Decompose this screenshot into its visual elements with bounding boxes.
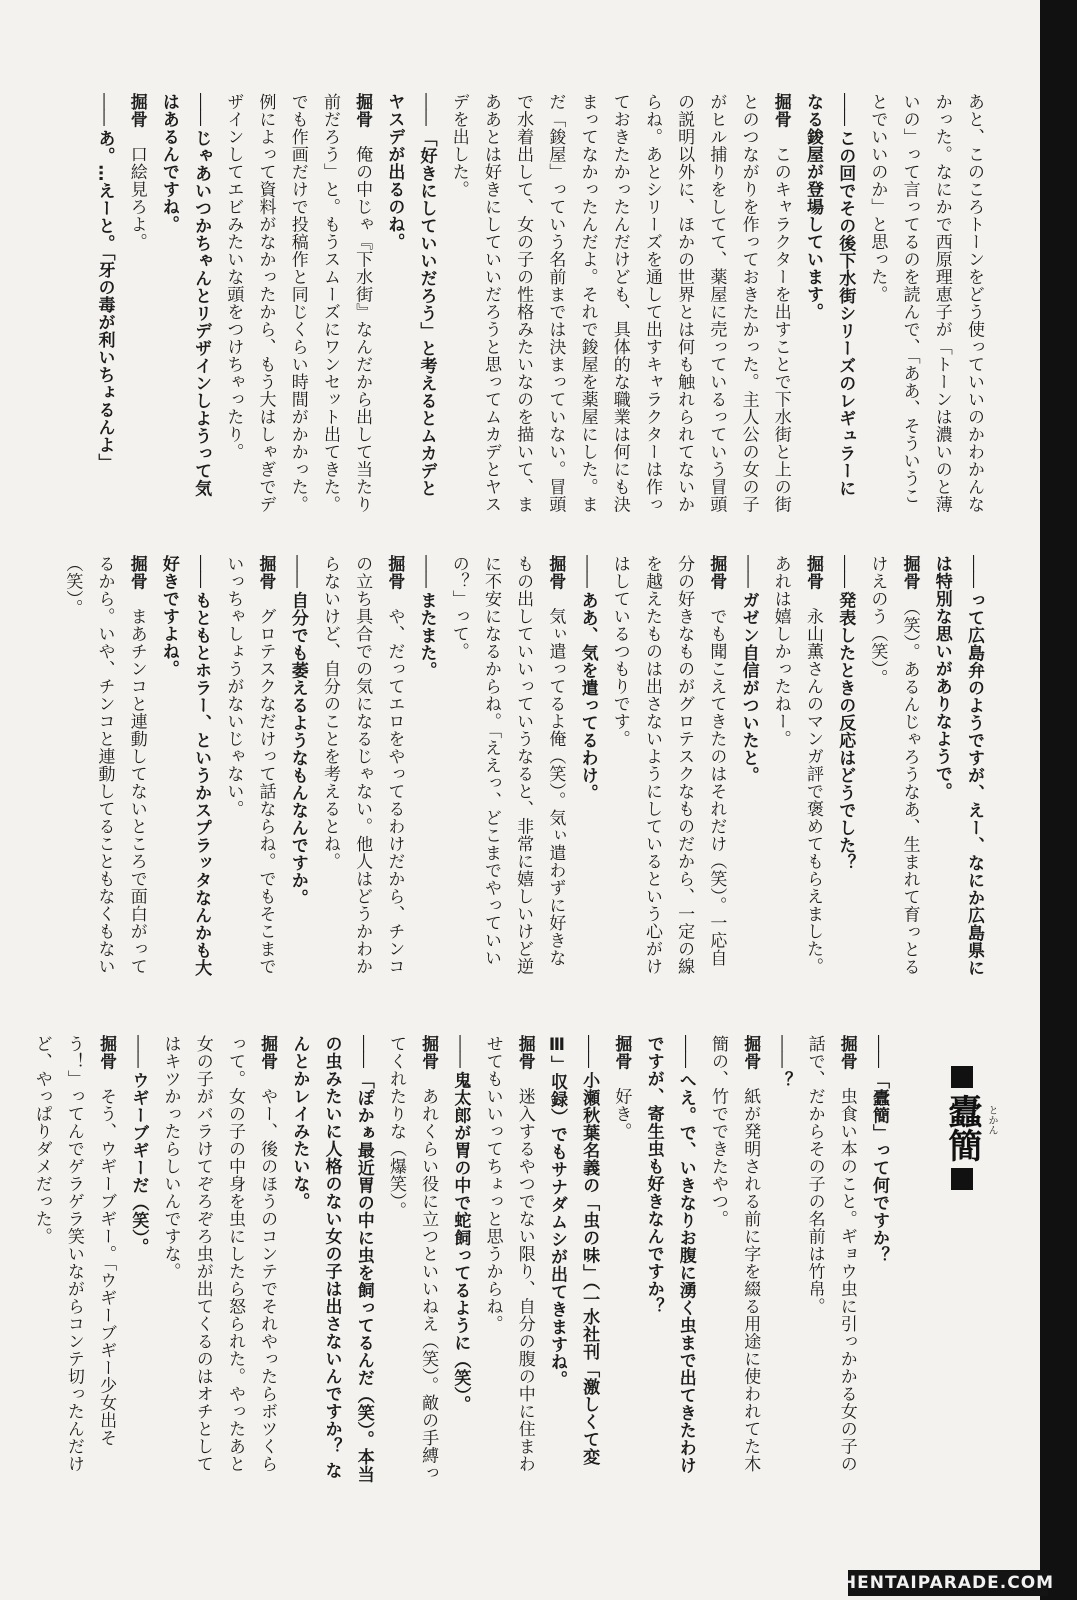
interview-question (926, 555, 990, 980)
question-text: 発表したときの反応はどうでした？ (835, 591, 856, 872)
speaker-name: 掘骨 (611, 1035, 632, 1070)
question-text: 小瀬秋葉名義の「虫の味」（一水社刊「激しくて変Ⅲ」収録）でもサナダムシが出てきますね。 (546, 1035, 600, 1466)
interview-question (153, 555, 217, 980)
question-text: 「ぽかぁ最近胃の中に虫を飼ってるんだ（笑）。本当の虫みたいに人格のない女の子は出さないんですか？ なんとかレイみたいな。 (289, 1035, 374, 1483)
question-dash: ―― (675, 1035, 696, 1072)
question-dash: ―― (835, 555, 856, 592)
interview-question (571, 555, 603, 980)
question-dash: ―― (191, 555, 212, 592)
speaker-name: 掘骨 (352, 93, 373, 128)
interview-question (637, 1035, 701, 1485)
interview-answer (380, 1035, 444, 1485)
interview-answer (861, 555, 925, 980)
answer-text: そう、ウギーブギー。「ウギーブギー少女出そう！」ってんでゲラゲラ笑いながらコンテ切ったんだけど、やっぱりダメだった。 (31, 1035, 117, 1473)
answer-continuation: あと、このころトーンをどう使っていいのかわかんなかった。なにかで西原理恵子が「トーンは濃いのと薄いの」って言ってるのを読んで、「ああ、そういうことでいいのか」と思った。 (867, 93, 984, 513)
interview-answer (217, 555, 281, 980)
question-dash: ―― (577, 555, 598, 592)
speaker-name: 掘骨 (836, 1035, 857, 1070)
answer-text: あれくらい役に立つといいねえ（笑）。敵の手縛ってくれたりな（爆笑）。 (385, 1035, 439, 1482)
speaker-name: 掘骨 (706, 555, 727, 590)
question-text: あ。…えーと。「牙の毒が利いちょるんよ」 (94, 129, 115, 471)
question-text: じゃあいつかちゃんとリデザインしようって気はあるんですね。 (158, 93, 212, 497)
speaker-name: 掘骨 (96, 1035, 117, 1070)
answer-text: 俺の中じゃ『下水街』なんだから出して当たり前だろう」と。もうスムーズにワンセット出てきた。でも作画だけで投稿作と同じくらい時間がかかった。例によって資料がなかったから、もう大はしゃぎでデザインしてエビみたいな頭をつけちゃったり。 (223, 93, 373, 513)
column-tier-bottom (31, 1035, 895, 1485)
interview-answer (604, 555, 733, 980)
question-text: ガゼン自信がついたと。 (738, 591, 759, 784)
question-dash: ―― (869, 1035, 889, 1072)
interview-answer (798, 1035, 862, 1485)
question-dash: ―― (450, 1035, 471, 1072)
interview-answer (217, 93, 378, 513)
speaker-name: 掘骨 (255, 555, 276, 590)
section-heading (938, 1060, 987, 1196)
interview-answer (476, 1035, 540, 1485)
answer-text: 気ぃ遣ってるよ俺（笑）。気ぃ遣わずに好きなもの出していいっていうなると、非常に嬉しいけど逆に不安になるからね。「ええっ、どこまでやっていいの？」って。 (448, 555, 566, 975)
interview-question (829, 555, 861, 980)
interview-answer (765, 555, 829, 980)
question-dash: ―― (835, 93, 856, 130)
question-dash: ―― (416, 93, 437, 130)
answer-text: 迷入するやつでない限り、自分の腹の中に住まわせてもいいってちょっと思うからね。 (482, 1035, 535, 1473)
answer-text: 紙が発明される前に字を綴る用途に使われてた木簡の、竹でできたやつ。 (707, 1035, 761, 1473)
interview-answer (121, 93, 153, 513)
question-text: この回でその後下水街シリーズのレギュラーになる鋑屋が登場しています。 (802, 93, 856, 497)
question-dash: ―― (738, 555, 759, 592)
interview-question (541, 1035, 605, 1485)
black-square-icon (951, 1168, 973, 1190)
interview-answer (443, 555, 572, 980)
answer-text: （笑）。あるんじゃろうなあ、生まれて育っとるけえのう（笑）。 (867, 555, 920, 976)
interview-answer (605, 1035, 637, 1485)
question-text: へえ。で、いきなりお腹に湧く虫まで出てきたわけですが、寄生虫も好きなんですか？ (643, 1035, 696, 1474)
question-text: って広島弁のようですが、えー、なにか広島県には特別な思いがありなようで。 (931, 555, 984, 977)
column-tier-middle (62, 555, 990, 980)
speaker-name: 掘骨 (899, 555, 920, 590)
interview-question (122, 1035, 154, 1485)
watermark-logo: HENTAIPARADE.COM (848, 1570, 1048, 1596)
question-text: ？ (772, 1071, 793, 1089)
interview-question (797, 93, 861, 513)
question-dash: ―― (287, 555, 308, 592)
question-dash: ―― (579, 1035, 600, 1072)
interview-question (766, 1035, 798, 1485)
speaker-name: 掘骨 (126, 93, 147, 128)
interview-question (153, 93, 217, 513)
interview-question (282, 555, 314, 980)
interview-answer (56, 555, 153, 980)
interview-answer (702, 1035, 766, 1485)
section-title: 蠹簡 (942, 1094, 982, 1162)
question-text: 自分でも萎えるようなもんなんですか。 (287, 591, 308, 907)
question-text: 「好きにしていいだろう」と考えるとムカデとヤスデが出るのね。 (384, 93, 437, 497)
speaker-name: 掘骨 (514, 1035, 535, 1070)
question-text: もともとホラー、というかスプラッタなんかも大好きですよね。 (158, 555, 212, 977)
page-edge (1040, 0, 1077, 1600)
question-text: ウギーブギーだ（笑）。 (128, 1071, 149, 1256)
answer-text: 口絵見ろよ。 (126, 128, 147, 251)
interview-answer (26, 1035, 123, 1485)
answer-text: 虫食い本のこと。ギョウ虫に引っかかる女の子の話で、だからその子の名前は竹帛。 (804, 1035, 857, 1473)
speaker-name: 掘骨 (257, 1035, 278, 1070)
section-title-reading: とかん (986, 1105, 997, 1135)
speaker-name: 掘骨 (802, 555, 823, 590)
question-text: ああ、気を遣ってるわけ。 (577, 591, 598, 802)
question-dash: ―― (191, 93, 212, 130)
question-dash: ―― (353, 1035, 374, 1072)
answer-text: 永山薫さんのマンガ評で褒めてもらえました。あれは嬉しかったねー。 (770, 555, 823, 975)
speaker-name: 掘骨 (545, 555, 566, 590)
interview-question (378, 93, 442, 513)
answer-text: やー、後のほうのコンテでそれやったらボツくらって。女の子の中身を虫にしたら怒られた。やったあと女の子がバラけてぞろぞろ虫が出てくるのはオチとしてはキツかったらしいんですな。 (160, 1035, 278, 1473)
interview-question (88, 93, 120, 513)
speaker-name: 掘骨 (740, 1035, 761, 1070)
interview-answer (314, 555, 411, 980)
question-dash: ―― (94, 93, 115, 130)
answer-text: まあチンコと連動してないところで面白がってるから。いや、チンコと連動してることもなくもない（笑）。 (62, 555, 147, 975)
question-text: 「蠹簡」って何ですか？ (869, 1071, 889, 1264)
speaker-name: 掘骨 (384, 555, 405, 590)
question-dash: ―― (964, 555, 984, 592)
question-text: またまた。 (416, 591, 437, 679)
answer-text: 好き。 (611, 1070, 632, 1140)
question-text: 鬼太郎が胃の中で蛇飼ってるように（笑）。 (450, 1071, 471, 1413)
interview-question (444, 1035, 476, 1485)
interview-question (283, 1035, 380, 1485)
speaker-name: 掘骨 (418, 1035, 439, 1070)
column-tier-top (94, 93, 990, 513)
answer-text: でも聞こえてきたのはそれだけ（笑）。一応自分の好きなものがグロテスクなものだから、一定の線を越えたものは出さないようにしているという心がけはしているつもりです。 (609, 555, 727, 975)
speaker-name: 掘骨 (770, 93, 791, 128)
speaker-name: 掘骨 (126, 555, 147, 590)
interview-answer (443, 93, 797, 513)
answer-text: このキャラクターを出すことで下水街と上の街とのつながりを作っておきたかった。主人公の女の子がヒル捕りをしてて、薬屋に売っているっていう冒頭の説明以外に、ほかの世界とは何も触れられてないからね。あとシリーズを通して出すキャラクターは作っておきたかったんだけども、具体的な職業は何にも決まってなかったんだよ。それで鋑屋を薬屋にした。まだ「鋑屋」っていう名前までは決まっていない。冒頭で水着出して、女の子の性格みたいなのを描いて、まああとは好きにしていいだろうと思ってムカデとヤスデを出した。 (448, 93, 791, 513)
interview-question (732, 555, 764, 980)
black-square-icon (951, 1066, 973, 1088)
question-dash: ―― (128, 1035, 149, 1072)
question-dash: ―― (772, 1035, 793, 1072)
answer-text: や、だってエロをやってるわけだから、チンコの立ち具合での気になるじゃない。他人はどうかわからないけど、自分のことを考えるとね。 (319, 555, 405, 975)
interview-question (863, 1035, 895, 1485)
interview-question (410, 555, 442, 980)
question-dash: ―― (416, 555, 437, 592)
answer-text: グロテスクなだけって話ならね。でもそこまでいっちゃしょうがないじゃない。 (223, 555, 276, 975)
interview-answer (154, 1035, 283, 1485)
